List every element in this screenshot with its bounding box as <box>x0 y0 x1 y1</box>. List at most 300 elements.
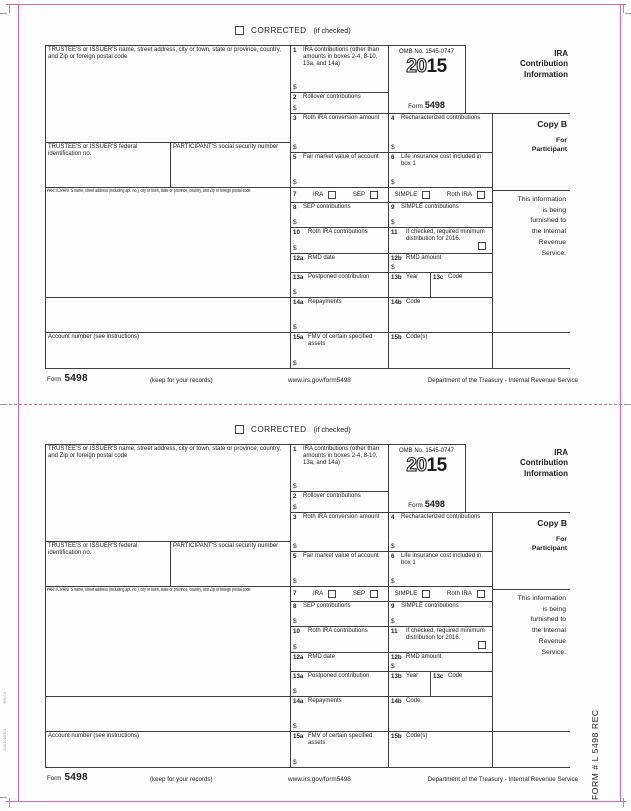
copy-b-participant: Participant <box>531 545 567 553</box>
box-8-label: SEP contributions <box>303 204 351 210</box>
box-4-dollar: $ <box>391 543 395 550</box>
furnished-notice-line: Revenue <box>538 637 566 645</box>
copy-b-label: Copy B <box>537 119 567 129</box>
box-4-label: Recharacterized contributions <box>401 514 481 520</box>
tax-year <box>388 57 465 76</box>
copy-b-recipient <box>492 535 567 553</box>
furnished-notice-line: the Internal <box>531 228 566 236</box>
keep-for-records: (keep for your records) <box>150 377 213 384</box>
box-2-number: 2 <box>293 94 297 101</box>
box-3-number: 3 <box>293 514 297 521</box>
footer-form-id <box>47 373 88 384</box>
box-2-label: Rollover contributions <box>303 493 361 499</box>
simple-checkbox[interactable] <box>422 191 430 199</box>
account-number-label: Account number (see instructions) <box>48 334 140 340</box>
box-9 <box>388 601 492 626</box>
box-3-label: Roth IRA conversion amount <box>303 514 380 520</box>
grid-line <box>45 696 492 697</box>
irs-url: www.irs.gov/form5498 <box>288 776 351 783</box>
ira-checkbox[interactable] <box>328 590 336 598</box>
trustee-issuer-box <box>45 45 290 142</box>
box-3-label: Roth IRA conversion amount <box>303 115 380 121</box>
furnished-notice <box>492 594 568 696</box>
furnished-notice-line: the Internal <box>531 627 566 635</box>
sep-checkbox[interactable] <box>370 590 378 598</box>
box-6-dollar: $ <box>391 179 395 186</box>
box-12a-number: 12a <box>293 255 304 262</box>
form-5498 <box>0 404 631 802</box>
omb-number: OMB No. 1545-0747 <box>398 448 455 454</box>
form-title-line: IRA <box>554 49 568 58</box>
roth-ira-checkbox[interactable] <box>477 590 485 598</box>
box-6-number: 6 <box>391 154 395 161</box>
box-13b <box>388 671 430 696</box>
box-8-label: SEP contributions <box>303 603 351 609</box>
box-5-dollar: $ <box>293 578 297 585</box>
grid-line <box>290 444 291 767</box>
box-5-number: 5 <box>293 154 297 161</box>
box-14a <box>290 696 388 731</box>
box-12a <box>290 253 388 272</box>
form-title-line: Information <box>524 468 568 478</box>
footer-form-word: Form <box>47 775 62 782</box>
grid-line <box>290 92 388 93</box>
box-13b-number: 13b <box>391 673 402 680</box>
box-10-number: 10 <box>293 628 300 635</box>
print-code: 0403080301 <box>3 728 7 751</box>
box-12a <box>290 652 388 671</box>
box-12b <box>388 652 492 671</box>
copy-b-for: For <box>556 137 567 144</box>
simple-label: SIMPLE <box>394 191 418 198</box>
box-2 <box>290 491 388 512</box>
box-14b <box>388 696 492 731</box>
furnished-notice <box>492 195 568 297</box>
grid-line <box>45 541 290 542</box>
year-outline-digits: 20 <box>406 56 427 77</box>
box-2-dollar: $ <box>293 504 297 511</box>
copy-b-recipient <box>492 136 567 154</box>
grid-line <box>45 45 46 368</box>
irs-url: www.irs.gov/form5498 <box>288 377 351 384</box>
box-15a <box>290 731 388 767</box>
box-6 <box>388 551 492 586</box>
box-12a-label: RMD date <box>308 654 336 660</box>
grid-line <box>492 589 570 590</box>
form-grid <box>45 45 570 368</box>
box-3 <box>290 113 388 152</box>
box-6-number: 6 <box>391 553 395 560</box>
box-13c <box>430 272 492 297</box>
box-12b-label: RMD amount <box>406 654 442 660</box>
grid-line <box>45 586 492 587</box>
box-14b-number: 14b <box>391 299 402 306</box>
copy-b-for: For <box>556 536 567 543</box>
box-12b <box>388 253 492 272</box>
ssn-box <box>170 541 290 586</box>
box-12b-label: RMD amount <box>406 255 442 261</box>
form-footer <box>45 373 578 388</box>
box-13a-number: 13a <box>293 673 304 680</box>
grid-line <box>465 444 466 512</box>
grid-line <box>290 253 492 254</box>
omb-year-box <box>388 444 465 512</box>
treasury-line: Department of the Treasury - Internal Revenue Service <box>427 377 578 384</box>
box-7-option-sep <box>353 191 378 199</box>
box-3 <box>290 512 388 551</box>
box-13a <box>290 671 388 696</box>
furnished-notice-line: Service. <box>541 648 566 656</box>
box-1-label: IRA contributions (other than amounts in boxes 2-4, 8-10, 13a, and 14a) <box>303 446 380 466</box>
box-5 <box>290 152 388 187</box>
box-14b-label: Code <box>406 299 421 305</box>
box-15b <box>388 332 492 368</box>
box-10-number: 10 <box>293 229 300 236</box>
grid-line <box>492 113 493 368</box>
box-9-dollar: $ <box>391 219 395 226</box>
box-14b-number: 14b <box>391 698 402 705</box>
form-word: Form <box>408 103 423 110</box>
copy-b-box <box>492 512 570 589</box>
box-5 <box>290 551 388 586</box>
omb-number: OMB No. 1545-0747 <box>398 49 455 55</box>
box-12b-dollar: $ <box>391 264 395 271</box>
box-8 <box>290 202 388 227</box>
box-8 <box>290 601 388 626</box>
box-14b <box>388 297 492 332</box>
corrected-label: CORRECTED <box>251 26 307 35</box>
box-4 <box>388 113 492 152</box>
rmd-2016-checkbox[interactable] <box>478 641 486 649</box>
box-5-number: 5 <box>293 553 297 560</box>
box-6-label: Life insurance cost included in box 1 <box>401 553 482 566</box>
box-5-label: Fair market value of account <box>303 553 379 559</box>
box-15b-number: 15b <box>391 733 402 740</box>
ssn-label: PARTICIPANT'S social security number <box>173 144 279 150</box>
form-title-line: Contribution <box>520 59 568 69</box>
box-7-option-roth-ira <box>447 191 485 199</box>
grid-line <box>45 767 570 768</box>
treasury-line: Department of the Treasury - Internal Revenue Service <box>427 776 578 783</box>
account-number-box <box>45 332 290 368</box>
box-8-number: 8 <box>293 603 297 610</box>
furnished-notice-line: Service. <box>541 249 566 257</box>
box-13b-label: Year <box>406 673 419 679</box>
participant-label: PARTICIPANT'S name, street address (including apt. no.), city or town, state or province, country, and Zip or foreign postal code <box>46 188 251 194</box>
year-solid-digits: 15 <box>426 455 447 476</box>
trustee-issuer-label: TRUSTEE'S or ISSUER'S name, street address, city or town, state or province, country, and Zip or foreign postal code <box>48 47 281 60</box>
footer-form-number: 5498 <box>64 772 88 783</box>
box-2-number: 2 <box>293 493 297 500</box>
box-1 <box>290 444 388 491</box>
grid-line <box>290 626 492 627</box>
box-7-number: 7 <box>293 590 297 597</box>
grid-line <box>290 272 492 273</box>
corrected-checkbox[interactable] <box>235 26 244 35</box>
account-number-box <box>45 731 290 767</box>
box-12b-number: 12b <box>391 255 402 262</box>
grid-line <box>492 190 570 191</box>
box-4 <box>388 512 492 551</box>
box-14a-dollar: $ <box>293 324 297 331</box>
grid-line <box>45 444 465 445</box>
form-title-line: Information <box>524 69 568 79</box>
box-14b-label: Code <box>406 698 421 704</box>
form-title-line: Contribution <box>520 458 568 468</box>
box-15b <box>388 731 492 767</box>
rmd-2016-checkbox[interactable] <box>478 242 486 250</box>
grid-line <box>290 512 570 513</box>
box-13a-dollar: $ <box>293 688 297 695</box>
box-15a <box>290 332 388 368</box>
box-7-option-ira <box>313 191 336 199</box>
box-13b-label: Year <box>406 274 419 280</box>
box-8-number: 8 <box>293 204 297 211</box>
grid-line <box>290 652 492 653</box>
grid-line <box>290 202 492 203</box>
box-7-option-simple <box>395 191 431 199</box>
box-7-number: 7 <box>293 191 297 198</box>
box-7-option-roth-ira <box>447 590 485 598</box>
footer-form-word: Form <box>47 376 62 383</box>
grid-line <box>290 152 492 153</box>
form-id <box>388 499 465 509</box>
box-14a-number: 14a <box>293 299 304 306</box>
box-15a-number: 15a <box>293 334 304 341</box>
federal-id-label: TRUSTEE'S or ISSUER'S federal identification no. <box>48 144 138 157</box>
participant-box <box>45 187 290 297</box>
grid-line <box>465 45 466 113</box>
box-6-label: Life insurance cost included in box 1 <box>401 154 482 167</box>
furnished-notice-line: This information <box>517 595 566 602</box>
box-15a-label: FMV of certain specified assets <box>308 733 373 746</box>
form-stock-code: FORM # L 5498 REC <box>590 709 600 800</box>
footer-form-number: 5498 <box>64 373 88 384</box>
box-9 <box>388 202 492 227</box>
form-copy-top <box>0 5 631 404</box>
box-10 <box>290 227 388 253</box>
grid-line <box>492 512 493 767</box>
grid-line <box>430 671 431 696</box>
grid-line <box>290 671 492 672</box>
form-number: 5498 <box>424 100 445 110</box>
box-9-label: SIMPLE contributions <box>401 603 459 609</box>
box-4-dollar: $ <box>391 144 395 151</box>
grid-line <box>45 297 492 298</box>
form-title <box>492 448 570 494</box>
box-15a-dollar: $ <box>293 360 297 367</box>
box-13a-label: Postponed contribution <box>308 673 370 679</box>
form-number: 5498 <box>424 499 445 509</box>
grid-line <box>45 142 290 143</box>
corrected-checkbox[interactable] <box>235 425 244 434</box>
box-8-dollar: $ <box>293 219 297 226</box>
corrected-label: CORRECTED <box>251 425 307 434</box>
grid-line <box>290 491 388 492</box>
box-4-number: 4 <box>391 115 395 122</box>
grid-line <box>290 113 570 114</box>
box-13b-number: 13b <box>391 274 402 281</box>
box-9-number: 9 <box>391 603 395 610</box>
box-12a-number: 12a <box>293 654 304 661</box>
sep-label: SEP <box>352 191 366 198</box>
box-14a-label: Repayments <box>308 299 342 305</box>
box-13c-number: 13c <box>433 673 444 680</box>
box-1-number: 1 <box>293 446 297 453</box>
grid-line <box>290 551 492 552</box>
box-12b-number: 12b <box>391 654 402 661</box>
box-15b-number: 15b <box>391 334 402 341</box>
box-12a-label: RMD date <box>308 255 336 261</box>
form-title <box>492 49 570 95</box>
federal-id-box <box>45 541 170 586</box>
box-13c-label: Code <box>448 274 463 280</box>
box-11-label: If checked, required minimum distribution for 2016. <box>406 229 485 242</box>
ira-label: IRA <box>312 191 324 198</box>
tax-year <box>388 456 465 475</box>
footer-form-id <box>47 772 88 783</box>
trustee-issuer-label: TRUSTEE'S or ISSUER'S name, street address, city or town, state or province, country, and Zip or foreign postal code <box>48 446 281 459</box>
box-4-number: 4 <box>391 514 395 521</box>
box-10-dollar: $ <box>293 245 297 252</box>
copy-b-participant: Participant <box>531 146 567 154</box>
box-1-dollar: $ <box>293 84 297 91</box>
box-7-option-simple <box>395 590 431 598</box>
omb-year-box <box>388 45 465 113</box>
box-3-dollar: $ <box>293 543 297 550</box>
grid-line <box>45 444 46 767</box>
box-14a-label: Repayments <box>308 698 342 704</box>
corrected-row <box>235 425 351 434</box>
box-4-label: Recharacterized contributions <box>401 115 481 121</box>
box-11-number: 11 <box>391 628 398 635</box>
box-13a <box>290 272 388 297</box>
furnished-notice-line: furnished to <box>530 616 566 624</box>
box-13a-number: 13a <box>293 274 304 281</box>
box-1-dollar: $ <box>293 483 297 490</box>
box-15b-label: Code(s) <box>406 334 428 340</box>
box-13c-number: 13c <box>433 274 444 281</box>
box-14a <box>290 297 388 332</box>
corrected-suffix: (if checked) <box>313 425 351 434</box>
box-7-option-ira <box>313 590 336 598</box>
box-9-label: SIMPLE contributions <box>401 204 459 210</box>
form-word: Form <box>408 502 423 509</box>
ira-label: IRA <box>312 590 324 597</box>
simple-label: SIMPLE <box>394 590 418 597</box>
grid-line <box>290 45 291 368</box>
trustee-issuer-box <box>45 444 290 541</box>
corrected-row <box>235 26 351 35</box>
ssn-label: PARTICIPANT'S social security number <box>173 543 279 549</box>
form-title-line: IRA <box>554 448 568 457</box>
print-code: VRL04 <box>3 692 7 705</box>
grid-line <box>45 45 465 46</box>
box-11-label: If checked, required minimum distribution for 2016. <box>406 628 485 641</box>
box-15b-label: Code(s) <box>406 733 428 739</box>
box-15a-dollar: $ <box>293 759 297 766</box>
box-2-label: Rollover contributions <box>303 94 361 100</box>
year-outline-digits: 20 <box>406 455 427 476</box>
furnished-notice-line: furnished to <box>530 217 566 225</box>
box-1 <box>290 45 388 92</box>
box-13c <box>430 671 492 696</box>
form-copy-bottom <box>0 404 631 802</box>
box-1-label: IRA contributions (other than amounts in boxes 2-4, 8-10, 13a, and 14a) <box>303 47 380 67</box>
ira-checkbox[interactable] <box>328 191 336 199</box>
roth-ira-checkbox[interactable] <box>477 191 485 199</box>
furnished-notice-line: is being <box>542 206 566 214</box>
form-footer <box>45 772 578 787</box>
federal-id-label: TRUSTEE'S or ISSUER'S federal identification no. <box>48 543 138 556</box>
grid-line <box>388 45 389 368</box>
grid-line <box>170 541 171 586</box>
box-10 <box>290 626 388 652</box>
box-10-dollar: $ <box>293 644 297 651</box>
grid-line <box>388 444 389 767</box>
corrected-suffix: (if checked) <box>313 26 351 35</box>
box-13b <box>388 272 430 297</box>
box-2-dollar: $ <box>293 105 297 112</box>
box-9-dollar: $ <box>391 618 395 625</box>
furnished-notice-line: is being <box>542 605 566 613</box>
box-6 <box>388 152 492 187</box>
ssn-box <box>170 142 290 187</box>
grid-line <box>170 142 171 187</box>
box-15a-number: 15a <box>293 733 304 740</box>
account-number-label: Account number (see instructions) <box>48 733 140 739</box>
year-solid-digits: 15 <box>426 56 447 77</box>
box-3-dollar: $ <box>293 144 297 151</box>
box-8-dollar: $ <box>293 618 297 625</box>
simple-checkbox[interactable] <box>422 590 430 598</box>
box-14a-number: 14a <box>293 698 304 705</box>
box-12b-dollar: $ <box>391 663 395 670</box>
grid-line <box>45 187 492 188</box>
box-5-dollar: $ <box>293 179 297 186</box>
box-15a-label: FMV of certain specified assets <box>308 334 373 347</box>
federal-id-box <box>45 142 170 187</box>
grid-line <box>430 272 431 297</box>
roth-ira-label: Roth IRA <box>446 590 472 597</box>
box-10-label: Roth IRA contributions <box>308 628 368 634</box>
box-1-number: 1 <box>293 47 297 54</box>
box-11-number: 11 <box>391 229 398 236</box>
box-5-label: Fair market value of account <box>303 154 379 160</box>
participant-box <box>45 586 290 696</box>
furnished-notice-line: This information <box>517 196 566 203</box>
box-14a-dollar: $ <box>293 723 297 730</box>
sep-label: SEP <box>352 590 366 597</box>
grid-line <box>290 227 492 228</box>
box-7-option-sep <box>353 590 378 598</box>
box-13a-label: Postponed contribution <box>308 274 370 280</box>
box-10-label: Roth IRA contributions <box>308 229 368 235</box>
box-7 <box>290 586 492 601</box>
box-9-number: 9 <box>391 204 395 211</box>
box-3-number: 3 <box>293 115 297 122</box>
box-7 <box>290 187 492 202</box>
box-13c-label: Code <box>448 673 463 679</box>
participant-label: PARTICIPANT'S name, street address (including apt. no.), city or town, state or province, country, and Zip or foreign postal code <box>46 587 251 593</box>
box-13a-dollar: $ <box>293 289 297 296</box>
box-2 <box>290 92 388 113</box>
sep-checkbox[interactable] <box>370 191 378 199</box>
grid-line <box>290 601 492 602</box>
box-6-dollar: $ <box>391 578 395 585</box>
roth-ira-label: Roth IRA <box>446 191 472 198</box>
form-5498 <box>0 5 631 404</box>
